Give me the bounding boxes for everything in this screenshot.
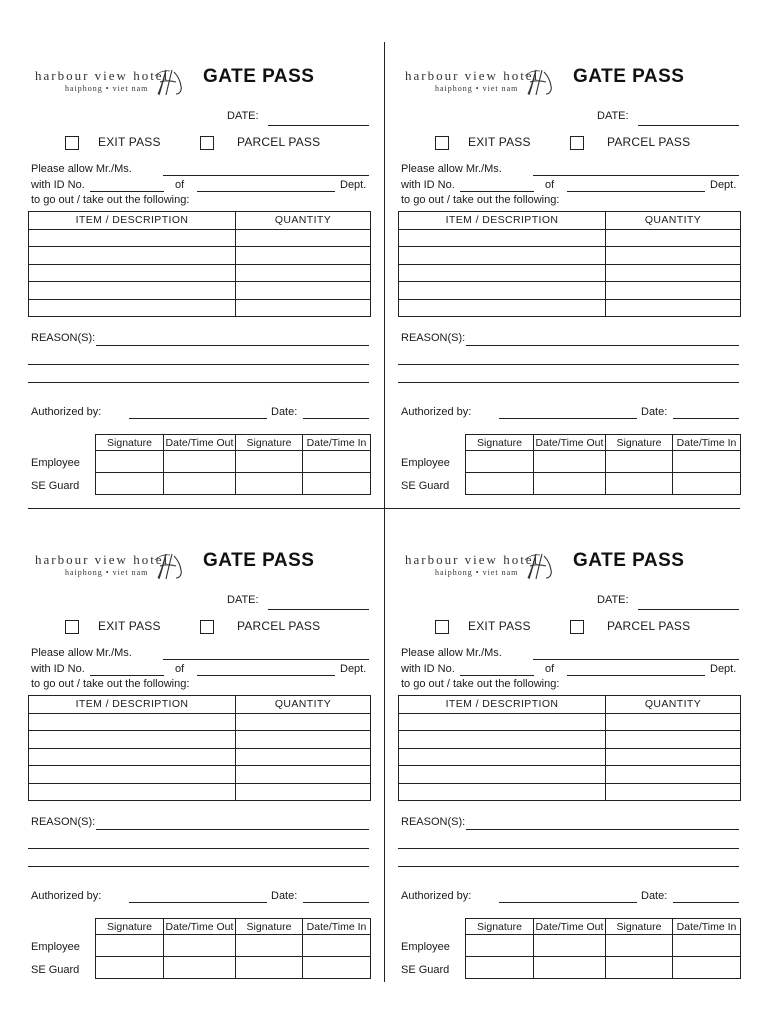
date-label: DATE: bbox=[227, 594, 259, 606]
signature-out-header: Signature bbox=[96, 919, 164, 935]
date-time-in-header: Date/Time In bbox=[673, 919, 741, 935]
date-time-cell[interactable] bbox=[673, 451, 741, 473]
item-cell[interactable] bbox=[399, 713, 606, 731]
signature-in-header: Signature bbox=[236, 435, 303, 451]
signature-cell[interactable] bbox=[466, 473, 534, 495]
table-row bbox=[29, 299, 371, 317]
quantity-cell[interactable] bbox=[236, 783, 371, 801]
item-cell[interactable] bbox=[29, 783, 236, 801]
table-row bbox=[399, 731, 741, 749]
table-row bbox=[399, 264, 741, 282]
hotel-monogram-icon bbox=[520, 548, 556, 584]
dept-field[interactable] bbox=[567, 191, 705, 192]
guard-signature-row bbox=[466, 957, 741, 979]
reason-label: REASON(S): bbox=[401, 332, 466, 344]
allow-label: Please allow Mr./Ms. bbox=[401, 163, 502, 175]
take-out-label: to go out / take out the following: bbox=[31, 194, 190, 206]
signature-cell[interactable] bbox=[236, 451, 303, 473]
date-label: DATE: bbox=[597, 110, 629, 122]
se-guard-row-label: SE Guard bbox=[31, 480, 80, 492]
reason-field[interactable] bbox=[96, 345, 369, 346]
quantity-cell[interactable] bbox=[236, 766, 371, 784]
signature-in-header: Signature bbox=[606, 919, 673, 935]
exit-pass-label: EXIT PASS bbox=[468, 619, 531, 633]
table-row bbox=[399, 229, 741, 247]
reason-label: REASON(S): bbox=[31, 816, 96, 828]
exit-pass-checkbox[interactable] bbox=[65, 136, 79, 150]
id-field[interactable] bbox=[460, 191, 534, 192]
item-cell[interactable] bbox=[29, 766, 236, 784]
quantity-cell[interactable] bbox=[606, 299, 741, 317]
parcel-pass-label: PARCEL PASS bbox=[607, 619, 691, 633]
se-guard-row-label: SE Guard bbox=[401, 964, 450, 976]
employee-row-label: Employee bbox=[31, 457, 80, 469]
item-description-header: ITEM / DESCRIPTION bbox=[399, 212, 606, 230]
authorized-date-label: Date: bbox=[271, 406, 298, 418]
item-cell[interactable] bbox=[399, 247, 606, 265]
name-field[interactable] bbox=[533, 659, 739, 660]
gate-pass-top-left bbox=[28, 48, 370, 518]
date-time-cell[interactable] bbox=[534, 473, 606, 495]
authorized-label: Authorized by: bbox=[31, 406, 102, 418]
signature-cell[interactable] bbox=[236, 473, 303, 495]
quantity-header: QUANTITY bbox=[606, 212, 741, 230]
signature-cell[interactable] bbox=[96, 473, 164, 495]
employee-row-label: Employee bbox=[31, 941, 80, 953]
quantity-header: QUANTITY bbox=[236, 696, 371, 714]
hotel-logo-name: harbour view hotel bbox=[35, 552, 170, 567]
authorized-field[interactable] bbox=[129, 902, 267, 903]
dept-label: Dept. bbox=[710, 179, 737, 191]
id-field[interactable] bbox=[460, 675, 534, 676]
item-cell[interactable] bbox=[399, 783, 606, 801]
id-label: with ID No. bbox=[31, 179, 85, 191]
signature-table bbox=[95, 434, 371, 495]
date-time-cell[interactable] bbox=[534, 451, 606, 473]
signature-in-header: Signature bbox=[236, 919, 303, 935]
gate-pass-bottom-left bbox=[28, 532, 370, 1002]
authorized-label: Authorized by: bbox=[401, 890, 472, 902]
parcel-pass-checkbox[interactable] bbox=[200, 620, 214, 634]
gate-pass-top-right bbox=[398, 48, 740, 518]
table-row bbox=[399, 247, 741, 265]
dept-label: Dept. bbox=[340, 663, 367, 675]
date-time-cell[interactable] bbox=[673, 935, 741, 957]
exit-pass-checkbox[interactable] bbox=[435, 620, 449, 634]
hotel-monogram-icon bbox=[150, 64, 186, 100]
reason-field[interactable] bbox=[466, 829, 739, 830]
quantity-cell[interactable] bbox=[606, 247, 741, 265]
table-row bbox=[29, 731, 371, 749]
date-time-in-header: Date/Time In bbox=[303, 435, 371, 451]
item-cell[interactable] bbox=[29, 282, 236, 300]
quantity-cell[interactable] bbox=[606, 731, 741, 749]
reason-line-3[interactable] bbox=[398, 866, 739, 867]
take-out-label: to go out / take out the following: bbox=[31, 678, 190, 690]
id-label: with ID No. bbox=[401, 179, 455, 191]
signature-table-header bbox=[466, 435, 741, 451]
item-description-header: ITEM / DESCRIPTION bbox=[399, 696, 606, 714]
item-cell[interactable] bbox=[399, 731, 606, 749]
hotel-monogram-icon bbox=[150, 548, 186, 584]
signature-in-header: Signature bbox=[606, 435, 673, 451]
items-table bbox=[398, 695, 741, 801]
signature-out-header: Signature bbox=[466, 919, 534, 935]
allow-label: Please allow Mr./Ms. bbox=[31, 163, 132, 175]
authorized-date-field[interactable] bbox=[303, 902, 369, 903]
date-label: DATE: bbox=[227, 110, 259, 122]
parcel-pass-checkbox[interactable] bbox=[570, 620, 584, 634]
quantity-header: QUANTITY bbox=[606, 696, 741, 714]
name-field[interactable] bbox=[163, 175, 369, 176]
signature-cell[interactable] bbox=[606, 957, 673, 979]
quantity-cell[interactable] bbox=[606, 783, 741, 801]
authorized-field[interactable] bbox=[499, 902, 637, 903]
authorized-date-field[interactable] bbox=[673, 902, 739, 903]
reason-line-3[interactable] bbox=[398, 382, 739, 383]
item-cell[interactable] bbox=[399, 264, 606, 282]
item-cell[interactable] bbox=[29, 748, 236, 766]
table-row bbox=[29, 748, 371, 766]
se-guard-row-label: SE Guard bbox=[401, 480, 450, 492]
quantity-cell[interactable] bbox=[236, 229, 371, 247]
take-out-label: to go out / take out the following: bbox=[401, 678, 560, 690]
item-cell[interactable] bbox=[399, 766, 606, 784]
items-table bbox=[398, 211, 741, 317]
id-field[interactable] bbox=[90, 675, 164, 676]
item-cell[interactable] bbox=[29, 229, 236, 247]
date-time-cell[interactable] bbox=[164, 957, 236, 979]
signature-out-header: Signature bbox=[96, 435, 164, 451]
id-label: with ID No. bbox=[31, 663, 85, 675]
date-time-cell[interactable] bbox=[303, 957, 371, 979]
hotel-monogram-icon bbox=[520, 64, 556, 100]
hotel-logo-location: haiphong • viet nam bbox=[65, 568, 149, 577]
quantity-cell[interactable] bbox=[236, 282, 371, 300]
quantity-cell[interactable] bbox=[236, 713, 371, 731]
hotel-logo-name: harbour view hotel bbox=[405, 68, 540, 83]
signature-out-header: Signature bbox=[466, 435, 534, 451]
signature-cell[interactable] bbox=[236, 935, 303, 957]
reason-line-3[interactable] bbox=[28, 382, 369, 383]
quantity-cell[interactable] bbox=[236, 264, 371, 282]
date-time-in-header: Date/Time In bbox=[303, 919, 371, 935]
name-field[interactable] bbox=[163, 659, 369, 660]
take-out-label: to go out / take out the following: bbox=[401, 194, 560, 206]
date-time-out-header: Date/Time Out bbox=[164, 919, 236, 935]
table-row bbox=[29, 282, 371, 300]
item-cell[interactable] bbox=[29, 264, 236, 282]
items-table-header bbox=[29, 212, 371, 230]
employee-signature-row bbox=[96, 451, 371, 473]
date-time-out-header: Date/Time Out bbox=[534, 435, 606, 451]
signature-cell[interactable] bbox=[606, 451, 673, 473]
table-row bbox=[29, 766, 371, 784]
table-row bbox=[399, 713, 741, 731]
employee-signature-row bbox=[466, 451, 741, 473]
quantity-header: QUANTITY bbox=[236, 212, 371, 230]
authorized-label: Authorized by: bbox=[401, 406, 472, 418]
quantity-cell[interactable] bbox=[606, 713, 741, 731]
items-table bbox=[28, 695, 371, 801]
parcel-pass-label: PARCEL PASS bbox=[607, 135, 691, 149]
table-row bbox=[29, 247, 371, 265]
id-label: with ID No. bbox=[401, 663, 455, 675]
item-cell[interactable] bbox=[29, 731, 236, 749]
quantity-cell[interactable] bbox=[606, 748, 741, 766]
items-table bbox=[28, 211, 371, 317]
quantity-cell[interactable] bbox=[236, 748, 371, 766]
table-row bbox=[399, 748, 741, 766]
of-label: of bbox=[175, 179, 185, 191]
guard-signature-row bbox=[466, 473, 741, 495]
of-label: of bbox=[545, 663, 555, 675]
item-cell[interactable] bbox=[399, 748, 606, 766]
vertical-cut-line bbox=[384, 42, 385, 982]
guard-signature-row bbox=[96, 957, 371, 979]
form-title: GATE PASS bbox=[203, 550, 315, 571]
signature-cell[interactable] bbox=[96, 451, 164, 473]
parcel-pass-checkbox[interactable] bbox=[200, 136, 214, 150]
reason-field[interactable] bbox=[466, 345, 739, 346]
reason-field[interactable] bbox=[96, 829, 369, 830]
table-row bbox=[29, 229, 371, 247]
signature-table-header bbox=[466, 919, 741, 935]
signature-table bbox=[465, 918, 741, 979]
reason-line-2[interactable] bbox=[28, 848, 369, 849]
date-time-cell[interactable] bbox=[303, 451, 371, 473]
dept-label: Dept. bbox=[340, 179, 367, 191]
hotel-logo-location: haiphong • viet nam bbox=[435, 568, 519, 577]
form-title: GATE PASS bbox=[573, 550, 685, 571]
date-label: DATE: bbox=[597, 594, 629, 606]
date-field[interactable] bbox=[638, 609, 739, 610]
of-label: of bbox=[545, 179, 555, 191]
signature-cell[interactable] bbox=[236, 957, 303, 979]
exit-pass-checkbox[interactable] bbox=[65, 620, 79, 634]
dept-field[interactable] bbox=[197, 675, 335, 676]
reason-line-2[interactable] bbox=[28, 364, 369, 365]
employee-signature-row bbox=[96, 935, 371, 957]
signature-table-header bbox=[96, 435, 371, 451]
hotel-logo-location: haiphong • viet nam bbox=[435, 84, 519, 93]
date-time-cell[interactable] bbox=[164, 451, 236, 473]
exit-pass-label: EXIT PASS bbox=[98, 619, 161, 633]
employee-signature-row bbox=[466, 935, 741, 957]
signature-cell[interactable] bbox=[96, 935, 164, 957]
item-cell[interactable] bbox=[399, 229, 606, 247]
item-cell[interactable] bbox=[399, 282, 606, 300]
item-cell[interactable] bbox=[29, 247, 236, 265]
exit-pass-label: EXIT PASS bbox=[468, 135, 531, 149]
dept-field[interactable] bbox=[567, 675, 705, 676]
date-field[interactable] bbox=[268, 609, 369, 610]
date-time-out-header: Date/Time Out bbox=[534, 919, 606, 935]
item-description-header: ITEM / DESCRIPTION bbox=[29, 212, 236, 230]
authorized-date-field[interactable] bbox=[303, 418, 369, 419]
reason-line-2[interactable] bbox=[398, 848, 739, 849]
authorized-field[interactable] bbox=[129, 418, 267, 419]
signature-cell[interactable] bbox=[606, 935, 673, 957]
table-row bbox=[29, 264, 371, 282]
id-field[interactable] bbox=[90, 191, 164, 192]
guard-signature-row bbox=[96, 473, 371, 495]
date-time-in-header: Date/Time In bbox=[673, 435, 741, 451]
date-time-cell[interactable] bbox=[303, 935, 371, 957]
form-title: GATE PASS bbox=[573, 66, 685, 87]
date-time-cell[interactable] bbox=[673, 473, 741, 495]
name-field[interactable] bbox=[533, 175, 739, 176]
quantity-cell[interactable] bbox=[606, 282, 741, 300]
table-row bbox=[399, 783, 741, 801]
exit-pass-label: EXIT PASS bbox=[98, 135, 161, 149]
reason-label: REASON(S): bbox=[401, 816, 466, 828]
item-description-header: ITEM / DESCRIPTION bbox=[29, 696, 236, 714]
authorized-date-field[interactable] bbox=[673, 418, 739, 419]
hotel-logo-name: harbour view hotel bbox=[405, 552, 540, 567]
date-time-cell[interactable] bbox=[303, 473, 371, 495]
authorized-date-label: Date: bbox=[641, 890, 668, 902]
employee-row-label: Employee bbox=[401, 457, 450, 469]
allow-label: Please allow Mr./Ms. bbox=[401, 647, 502, 659]
dept-field[interactable] bbox=[197, 191, 335, 192]
table-row bbox=[399, 766, 741, 784]
parcel-pass-label: PARCEL PASS bbox=[237, 135, 321, 149]
item-cell[interactable] bbox=[29, 299, 236, 317]
signature-cell[interactable] bbox=[606, 473, 673, 495]
date-time-out-header: Date/Time Out bbox=[164, 435, 236, 451]
hotel-logo-name: harbour view hotel bbox=[35, 68, 170, 83]
table-row bbox=[399, 299, 741, 317]
items-table-header bbox=[399, 696, 741, 714]
quantity-cell[interactable] bbox=[236, 299, 371, 317]
items-table-header bbox=[29, 696, 371, 714]
date-time-cell[interactable] bbox=[164, 935, 236, 957]
quantity-cell[interactable] bbox=[606, 229, 741, 247]
table-row bbox=[399, 282, 741, 300]
item-cell[interactable] bbox=[29, 713, 236, 731]
of-label: of bbox=[175, 663, 185, 675]
date-time-cell[interactable] bbox=[673, 957, 741, 979]
quantity-cell[interactable] bbox=[236, 247, 371, 265]
date-field[interactable] bbox=[638, 125, 739, 126]
se-guard-row-label: SE Guard bbox=[31, 964, 80, 976]
reason-line-3[interactable] bbox=[28, 866, 369, 867]
item-cell[interactable] bbox=[399, 299, 606, 317]
table-row bbox=[29, 783, 371, 801]
signature-table-header bbox=[96, 919, 371, 935]
signature-table bbox=[95, 918, 371, 979]
date-time-cell[interactable] bbox=[164, 473, 236, 495]
authorized-field[interactable] bbox=[499, 418, 637, 419]
signature-table bbox=[465, 434, 741, 495]
gate-pass-bottom-right bbox=[398, 532, 740, 1002]
quantity-cell[interactable] bbox=[606, 766, 741, 784]
hotel-logo-location: haiphong • viet nam bbox=[65, 84, 149, 93]
authorized-date-label: Date: bbox=[271, 890, 298, 902]
signature-cell[interactable] bbox=[466, 451, 534, 473]
dept-label: Dept. bbox=[710, 663, 737, 675]
parcel-pass-label: PARCEL PASS bbox=[237, 619, 321, 633]
date-time-cell[interactable] bbox=[534, 957, 606, 979]
exit-pass-checkbox[interactable] bbox=[435, 136, 449, 150]
authorized-label: Authorized by: bbox=[31, 890, 102, 902]
items-table-header bbox=[399, 212, 741, 230]
signature-cell[interactable] bbox=[96, 957, 164, 979]
form-title: GATE PASS bbox=[203, 66, 315, 87]
quantity-cell[interactable] bbox=[606, 264, 741, 282]
employee-row-label: Employee bbox=[401, 941, 450, 953]
date-field[interactable] bbox=[268, 125, 369, 126]
signature-cell[interactable] bbox=[466, 935, 534, 957]
quantity-cell[interactable] bbox=[236, 731, 371, 749]
reason-line-2[interactable] bbox=[398, 364, 739, 365]
signature-cell[interactable] bbox=[466, 957, 534, 979]
allow-label: Please allow Mr./Ms. bbox=[31, 647, 132, 659]
authorized-date-label: Date: bbox=[641, 406, 668, 418]
date-time-cell[interactable] bbox=[534, 935, 606, 957]
parcel-pass-checkbox[interactable] bbox=[570, 136, 584, 150]
reason-label: REASON(S): bbox=[31, 332, 96, 344]
table-row bbox=[29, 713, 371, 731]
